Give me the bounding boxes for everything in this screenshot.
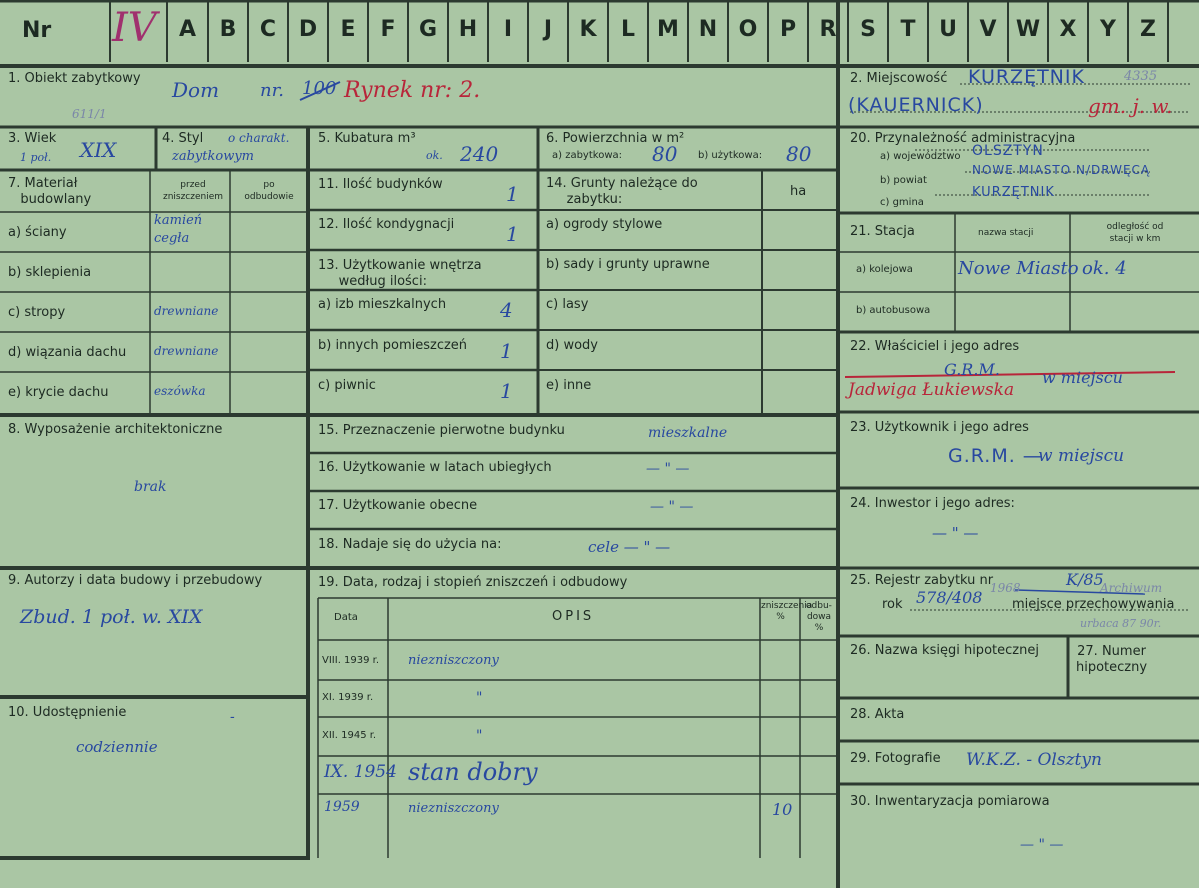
field-12-value: 1 [506,222,519,246]
field-28-label: 28. Akta [850,707,905,722]
letter-e: E [340,17,356,42]
field-3-value: XIX [80,138,117,162]
field-30-value: — " — [1020,837,1064,853]
field-16-value: — " — [646,461,690,477]
field-1-crossed: 100 [302,78,337,99]
field-3-label: 3. Wiek [8,131,57,146]
interior-row-value: 1 [500,379,513,403]
field-4-value-1: o charakt. [228,131,290,145]
interior-row-label: a) izb mieszkalnych [318,297,447,312]
field-2-alt-name: (KAUERNICK) [848,94,984,116]
letter-i: I [503,17,513,42]
nr-label: Nr [22,18,52,43]
field-9-label: 9. Autorzy i data budowy i przebudowy [8,573,263,588]
nr-value: IV [112,5,157,51]
field-8-label: 8. Wyposażenie architektoniczne [8,422,223,437]
letter-n: N [698,17,718,42]
field-16-label: 16. Użytkowanie w latach ubiegłych [318,460,552,475]
field-11-value: 1 [506,182,519,206]
damage-row-date: 1959 [324,799,360,815]
field-21-col-distance: odległość od stacji w km [1106,222,1164,244]
field-1-nr: nr. [260,80,284,101]
field-23-label: 23. Użytkownik i jego adres [850,420,1029,435]
field-15-label: 15. Przeznaczenie pierwotne budynku [318,423,565,438]
f19-col-destroyed: zniszczenia % [761,601,813,622]
letter-j: J [543,17,553,42]
field-20c-value: KURZĘTNIK [972,185,1055,200]
field-6a-label: a) zabytkowa: [552,150,622,161]
material-row-label: b) sklepienia [8,265,92,280]
land-row-label: e) inne [546,378,592,393]
field-14-label: 14. Grunty należące do zabytku: [546,176,698,207]
damage-row-date: IX. 1954 [324,762,397,782]
letter-s: S [860,17,876,42]
interior-row-label: b) innych pomieszczeń [318,338,468,353]
field-18-label: 18. Nadaje się do użycia na: [318,537,502,552]
damage-row-desc: " [476,728,483,744]
field-6b-label: b) użytkowa: [698,150,763,161]
field-25-sub: rok [882,597,903,612]
field-7-label: 7. Materiał budowlany [8,176,92,207]
letter-u: U [939,17,957,42]
field-8-value: brak [134,479,167,495]
damage-row-date: VIII. 1939 r. [322,655,380,666]
field-21a-distance: ok. 4 [1082,258,1127,279]
letter-l: L [620,17,636,42]
interior-row-value: 1 [500,339,513,363]
field-22-name: Jadwiga Łukiewska [848,380,1015,400]
field-15-value: mieszkalne [648,425,728,441]
letter-w: W [1015,17,1041,42]
field-21b-label: b) autobusowa [856,305,931,316]
field-25-number: 578/408 [916,588,983,607]
field-27-label: 27. Numer hipoteczny [1076,644,1148,675]
field-14-unit: ha [790,184,807,199]
field-22-place: w miejscu [1042,368,1123,387]
field-21a-label: a) kolejowa [856,264,913,275]
field-23-place: w miejscu [1038,446,1125,466]
interior-row-value: 4 [500,298,513,322]
letter-y: Y [1100,17,1116,42]
material-row-before: eszówka [154,384,206,398]
damage-row-desc: stan dobry [408,758,538,786]
material-row-before: drewniane [154,304,219,318]
field-24-label: 24. Inwestor i jego adres: [850,496,1015,511]
letter-f: F [380,17,396,42]
field-5-prefix: ok. [426,149,443,162]
land-row-label: d) wody [546,338,598,353]
field-18-value: cele — " — [588,538,671,556]
land-row-label: c) lasy [546,297,589,312]
letter-o: O [738,17,758,42]
letter-b: B [219,17,237,42]
land-row-label: b) sady i grunty uprawne [546,257,710,272]
field-12-label: 12. Ilość kondygnacji [318,217,455,232]
damage-row-desc: niezniszczony [408,653,499,668]
letter-g: G [418,17,438,42]
field-29-label: 29. Fotografie [850,751,941,766]
field-25-label: 25. Rejestr zabytku nr [850,573,994,588]
field-22-value: G.R.M. [944,360,1000,379]
letter-d: D [298,17,318,42]
f19-col-date: Data [334,612,358,623]
letter-r: R [819,17,837,42]
land-row-label: a) ogrody stylowe [546,217,663,232]
field-2-code: 4335 [1124,69,1158,84]
field-10-mark: - [230,709,235,725]
field-1-value: Dom [172,78,220,102]
field-17-label: 17. Użytkowanie obecne [318,498,478,513]
material-row-label: e) krycie dachu [8,385,109,400]
f19-col-desc: OPIS [552,609,595,624]
material-row-label: a) ściany [8,225,67,240]
field-21-label: 21. Stacja [850,224,915,239]
field-21a-station: Nowe Miasto [958,258,1079,279]
damage-row-date: XII. 1945 r. [322,730,377,741]
damage-row-desc: niezniszczony [408,801,499,816]
letter-c: C [259,17,277,42]
material-row-before: drewniane [154,344,219,358]
letter-a: A [178,17,197,42]
field-10-value: codziennie [76,738,158,756]
field-3-prefix: 1 poł. [20,151,52,164]
field-10-label: 10. Udostępnienie [8,705,127,720]
field-1-code: 611/1 [72,107,107,121]
field-21-col-name: nazwa stacji [978,228,1034,238]
field-19-label: 19. Data, rodzaj i stopień zniszczeń i odbudowy [318,575,628,590]
field-20a-label: a) województwo [880,151,961,162]
field-4-value-2: zabytkowym [172,149,254,164]
field-30-label: 30. Inwentaryzacja pomiarowa [850,794,1050,809]
field-24-value: — " — [932,524,979,542]
field-4-label: 4. Styl [162,131,204,146]
f19-col-rebuilt: odbu- dowa % [806,601,832,633]
field-20c-label: c) gmina [880,197,924,208]
field-20b-label: b) powiat [880,175,927,186]
material-row-label: c) stropy [8,305,66,320]
field-2-district: gm. j. w. [1088,94,1173,118]
field-13-label: 13. Użytkowanie wnętrza według ilości: [318,258,482,289]
letter-m: M [657,17,679,42]
field-23-value: G.R.M. — [948,445,1043,467]
field-20a-value: OLSZTYN [972,143,1044,159]
field-25-archive: Archiwum [1100,581,1163,595]
damage-row-date: XI. 1939 r. [322,692,374,703]
letter-p: P [779,17,797,42]
field-25-year: 1968 [990,581,1021,595]
field-2-value: KURZĘTNIK [968,66,1085,88]
field-9-value: Zbud. 1 poł. w. XIX [20,606,203,628]
field-26-label: 26. Nazwa księgi hipotecznej [850,643,1039,658]
field-6a-value: 80 [652,142,678,166]
field-25-note: urbaca 87 90r. [1080,617,1162,630]
interior-row-label: c) piwnic [318,378,376,393]
field-20b-value: NOWE MIASTO N/DRWĘCĄ [972,163,1151,177]
field-5-value: 240 [460,142,499,166]
field-11-label: 11. Ilość budynków [318,177,443,192]
letter-x: X [1059,17,1077,42]
letter-z: Z [1140,17,1156,42]
field-20-label: 20. Przynależność administracyjna [850,131,1076,146]
damage-row-destroyed: 10 [772,800,793,819]
field-7-after-header: po odbudowie [244,180,294,202]
letter-t: T [900,17,916,42]
letter-k: K [579,17,597,42]
field-17-value: — " — [650,499,694,515]
field-1-address: Rynek nr: 2. [344,78,481,103]
material-row-label: d) wiązania dachu [8,345,127,360]
field-2-label: 2. Miejscowość [850,71,948,86]
field-29-value: W.K.Z. - Olsztyn [966,750,1102,770]
field-22-label: 22. Właściciel i jego adres [850,339,1020,354]
field-6b-value: 80 [786,142,812,166]
field-25-mark: K/85 [1066,570,1104,589]
field-1-label: 1. Obiekt zabytkowy [8,71,141,86]
letter-h: H [458,17,478,42]
damage-row-desc: " [476,690,483,706]
field-25-place-label: miejsce przechowywania [1012,597,1175,612]
material-row-before: kamień cegła [154,213,203,246]
field-7-before-header: przed zniszczeniem [162,180,224,202]
field-5-label: 5. Kubatura m³ [318,131,416,146]
letter-v: V [979,17,997,42]
field-6-label: 6. Powierzchnia w m² [546,131,685,146]
